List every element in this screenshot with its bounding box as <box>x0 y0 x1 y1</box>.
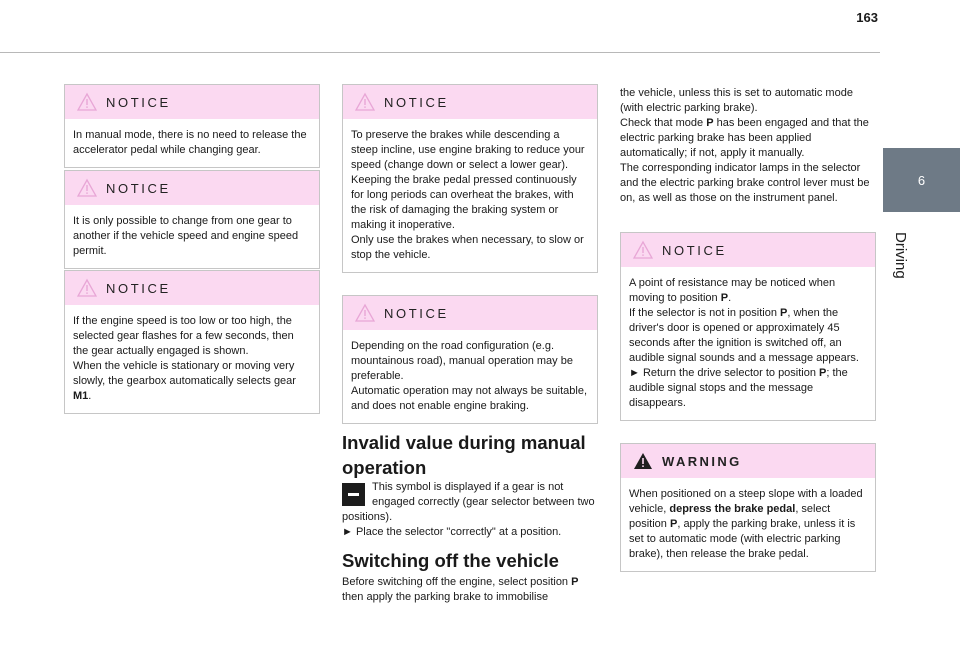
gear-invalid-symbol-icon <box>342 483 365 506</box>
mode-p-bold: P <box>706 117 714 129</box>
notice-box-brakes <box>342 84 598 273</box>
notice-body <box>65 305 319 413</box>
page-number: 163 <box>856 10 878 25</box>
text-run: ► Return the drive selector to position <box>629 367 820 379</box>
warning-header <box>621 444 875 478</box>
continued-text <box>620 116 876 161</box>
text-run: When positioned on a steep slope with a loaded vehicle, <box>629 488 863 515</box>
notice-text: In manual mode, there is no need to release the accelerator pedal while changing gear. <box>73 129 307 156</box>
notice-body <box>65 205 319 268</box>
notice-title: NOTICE <box>106 280 171 296</box>
warning-title: WARNING <box>662 453 742 469</box>
notice-title: NOTICE <box>662 242 727 258</box>
notice-text: Depending on the road configuration (e.g. mountainous road), manual operation may be preferable. <box>351 340 573 382</box>
position-p-bold: P <box>669 518 678 530</box>
warning-triangle-filled-icon <box>633 451 653 471</box>
notice-body <box>343 330 597 423</box>
notice-title: NOTICE <box>106 180 171 196</box>
position-p-bold: P <box>819 367 827 379</box>
notice-box-manual-mode <box>64 84 320 168</box>
notice-box-gear-change <box>64 170 320 269</box>
notice-text: If the engine speed is too low or too high, the selected gear flashes for a few seconds, then the gear actually engaged is shown. <box>73 315 294 357</box>
notice-body <box>343 119 597 272</box>
notice-header <box>65 271 319 305</box>
text-run: . <box>88 390 92 402</box>
notice-text: Keeping the brake pedal pressed continuously for long periods can overheat the brakes, with the risk of damaging the braking system or making it inoperative. <box>351 174 577 231</box>
warning-triangle-outline-icon <box>355 303 375 323</box>
warning-box-steep-slope <box>620 443 876 572</box>
notice-text <box>629 306 867 366</box>
notice-body <box>621 267 875 420</box>
warning-triangle-outline-icon <box>77 278 97 298</box>
chapter-label: Driving <box>892 232 909 279</box>
notice-text <box>629 366 867 411</box>
notice-title: NOTICE <box>106 94 171 110</box>
text-run: A point of resistance may be noticed when moving to position <box>629 277 836 304</box>
notice-header <box>343 85 597 119</box>
warning-triangle-outline-icon <box>633 240 653 260</box>
position-p-bold: P <box>720 292 729 304</box>
text-run: , apply the parking brake, unless it is set to automatic mode (with electric parking brake), then release the brake pedal. <box>629 518 856 560</box>
section-heading-switching-off: Switching off the vehicle <box>342 550 559 571</box>
text-run: Check that mode <box>620 117 707 129</box>
notice-box-resistance <box>620 232 876 421</box>
continued-text: the vehicle, unless this is set to automatic mode (with electric parking brake). <box>620 87 853 114</box>
notice-box-road-configuration <box>342 295 598 424</box>
continued-text: The corresponding indicator lamps in the selector and the electric parking brake control lever must be on, as well as those on the instrument panel. <box>620 162 870 204</box>
text-run: If the selector is not in position <box>629 307 781 319</box>
notice-header <box>343 296 597 330</box>
notice-title: NOTICE <box>384 94 449 110</box>
text-run: ; the audible signal stops and the message disappears. <box>629 367 848 409</box>
warning-triangle-outline-icon <box>77 178 97 198</box>
invalid-value-text <box>342 480 600 540</box>
text-run: then apply the parking brake to immobilise <box>342 591 549 603</box>
position-p-bold: P <box>571 576 579 588</box>
switching-off-text <box>342 575 600 605</box>
switching-off-continued <box>620 86 876 206</box>
text-run: has been engaged and that the electric parking brake has been applied automatically; if not, apply it manually. <box>620 117 869 159</box>
section-heading-invalid-value: Invalid value during manual operation <box>342 432 586 478</box>
notice-header <box>65 171 319 205</box>
text-run: , select position <box>629 503 831 530</box>
text-run: When the vehicle is stationary or moving very slowly, the gearbox automatically selects gear <box>73 360 296 387</box>
chapter-tab[interactable]: 6 <box>883 148 960 212</box>
warning-triangle-outline-icon <box>77 92 97 112</box>
switching-off-paragraph <box>342 575 600 605</box>
warning-body <box>621 478 875 571</box>
notice-text: It is only possible to change from one gear to another if the vehicle speed and engine speed permit. <box>73 215 299 257</box>
depress-brake-bold: depress the brake pedal <box>669 503 796 515</box>
notice-box-engine-speed <box>64 270 320 414</box>
invalid-value-instruction: ► Place the selector "correctly" at a position. <box>342 526 562 538</box>
text-run: Before switching off the engine, select position <box>342 576 572 588</box>
invalid-value-description: This symbol is displayed if a gear is not engaged correctly (gear selector between two positions). <box>342 481 595 523</box>
notice-header <box>621 233 875 267</box>
gear-m1-bold: M1 <box>73 390 89 402</box>
notice-title: NOTICE <box>384 305 449 321</box>
notice-text: Only use the brakes when necessary, to slow or stop the vehicle. <box>351 234 584 261</box>
notice-text <box>73 359 311 404</box>
notice-text <box>629 276 867 306</box>
text-run: . <box>728 292 732 304</box>
notice-body <box>65 119 319 167</box>
warning-text <box>629 487 867 562</box>
text-run: , when the driver's door is opened or approximately 45 seconds after the ignition is switched off, an audible signal sounds and a message appears. <box>629 307 859 364</box>
notice-text: Automatic operation may not always be suitable, and does not enable engine braking. <box>351 385 588 412</box>
notice-text: To preserve the brakes while descending a steep incline, use engine braking to reduce your speed (change down or select a lower gear). <box>351 129 585 171</box>
position-p-bold: P <box>780 307 788 319</box>
header-rule <box>0 52 880 53</box>
warning-triangle-outline-icon <box>355 92 375 112</box>
notice-header <box>65 85 319 119</box>
